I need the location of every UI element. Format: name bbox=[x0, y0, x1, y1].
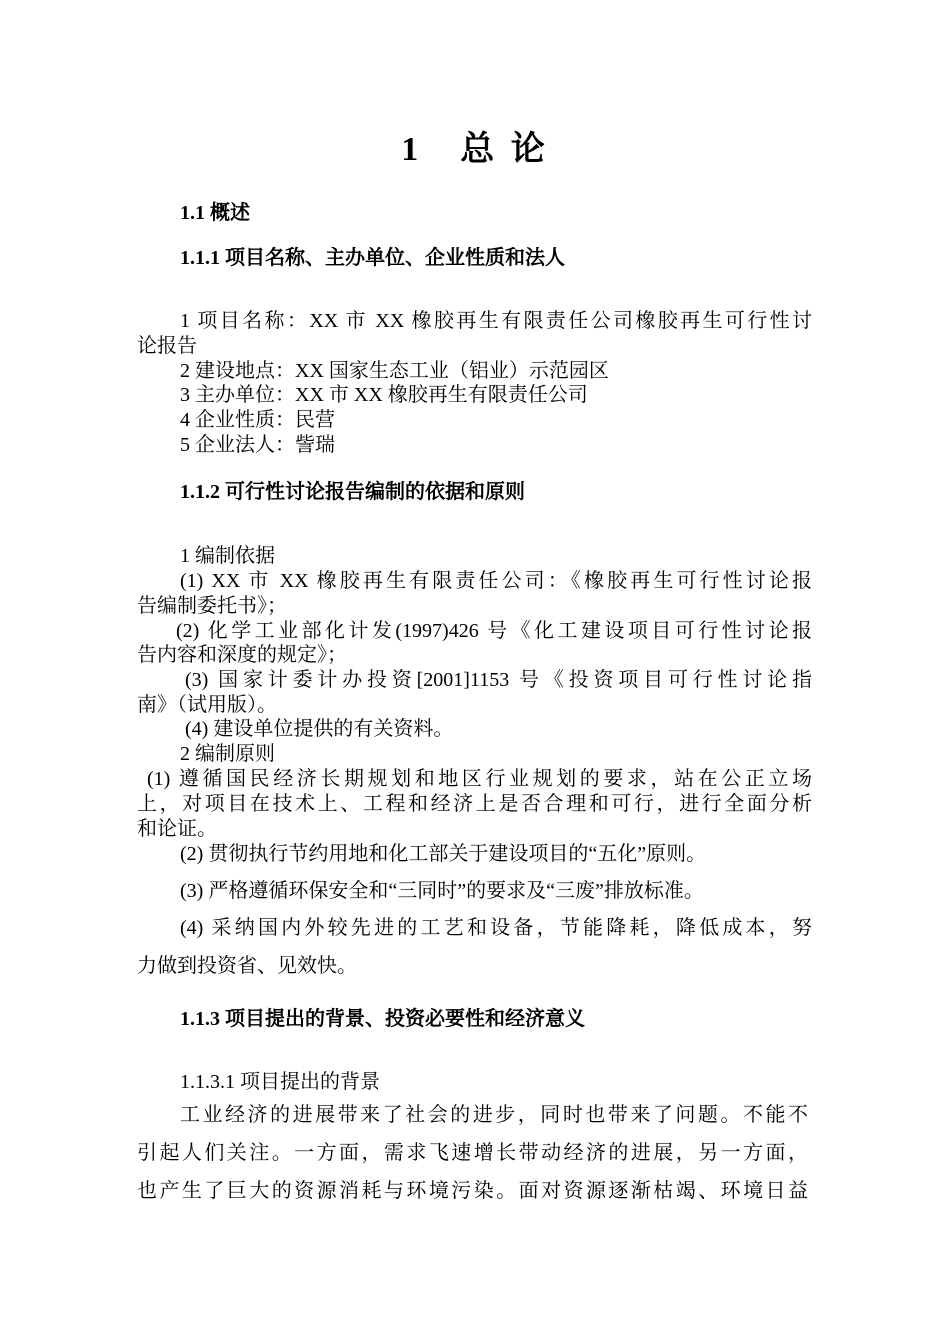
principle-heading: 2 编制原则 bbox=[180, 743, 275, 765]
principle-4-line-1: (4) 采纳国内外较先进的工艺和设备，节能降耗，降低成本，努 bbox=[180, 917, 812, 939]
section-heading-1-1: 1.1 概述 bbox=[180, 202, 250, 224]
item-5: 5 企业法人：訾瑞 bbox=[180, 434, 335, 456]
item-2: 2 建设地点：XX 国家生态工业（铝业）示范园区 bbox=[180, 360, 609, 382]
principle-3: (3) 严格遵循环保安全和“三同时”的要求及“三废”排放标准。 bbox=[180, 880, 704, 902]
basis-1-line-2: 告编制委托书》； bbox=[137, 595, 287, 617]
principle-1-line-3: 和论证。 bbox=[137, 818, 217, 840]
basis-3-line-2: 南》（试用版）。 bbox=[137, 694, 277, 716]
principle-1-line-1: (1) 遵循国民经济长期规划和地区行业规划的要求，站在公正立场 bbox=[147, 768, 812, 790]
item-4: 4 企业性质：民营 bbox=[180, 409, 335, 431]
basis-4: (4) 建设单位提供的有关资料。 bbox=[185, 718, 454, 740]
item-3: 3 主办单位：XX 市 XX 橡胶再生有限责任公司 bbox=[180, 384, 588, 406]
basis-2-line-1: (2) 化学工业部化计发(1997)426 号《化工建设项目可行性讨论报 bbox=[176, 620, 812, 642]
section-heading-1-1-3: 1.1.3 项目提出的背景、投资必要性和经济意义 bbox=[180, 1008, 585, 1030]
principle-4-line-2: 力做到投资省、见效快。 bbox=[137, 955, 357, 977]
item-1-line-2: 论报告 bbox=[137, 335, 197, 357]
chapter-title: 1 总 论 bbox=[401, 131, 549, 168]
section-heading-1-1-2: 1.1.2 可行性讨论报告编制的依据和原则 bbox=[180, 481, 525, 503]
section-heading-1-1-1: 1.1.1 项目名称、主办单位、企业性质和法人 bbox=[180, 247, 565, 269]
background-line-2: 引起人们关注。一方面，需求飞速增长带动经济的进展，另一方面， bbox=[137, 1142, 808, 1164]
principle-2: (2) 贯彻执行节约用地和化工部关于建设项目的“五化”原则。 bbox=[180, 843, 707, 865]
subsection-1-1-3-1: 1.1.3.1 项目提出的背景 bbox=[180, 1071, 380, 1093]
basis-2-line-2: 告内容和深度的规定》； bbox=[137, 644, 347, 666]
item-1-line-1: 1 项目名称：XX 市 XX 橡胶再生有限责任公司橡胶再生可行性讨 bbox=[180, 310, 812, 332]
basis-heading: 1 编制依据 bbox=[180, 545, 275, 567]
basis-1-line-1: (1) XX 市 XX 橡胶再生有限责任公司：《橡胶再生可行性讨论报 bbox=[180, 570, 812, 592]
principle-1-line-2: 上，对项目在技术上、工程和经济上是否合理和可行，进行全面分析 bbox=[137, 793, 812, 815]
background-line-3: 也产生了巨大的资源消耗与环境污染。面对资源逐渐枯竭、环境日益 bbox=[137, 1180, 808, 1202]
background-line-1: 工业经济的进展带来了社会的进步，同时也带来了问题。不能不 bbox=[180, 1104, 808, 1126]
basis-3-line-1: (3) 国家计委计办投资[2001]1153 号《投资项目可行性讨论指 bbox=[185, 669, 812, 691]
